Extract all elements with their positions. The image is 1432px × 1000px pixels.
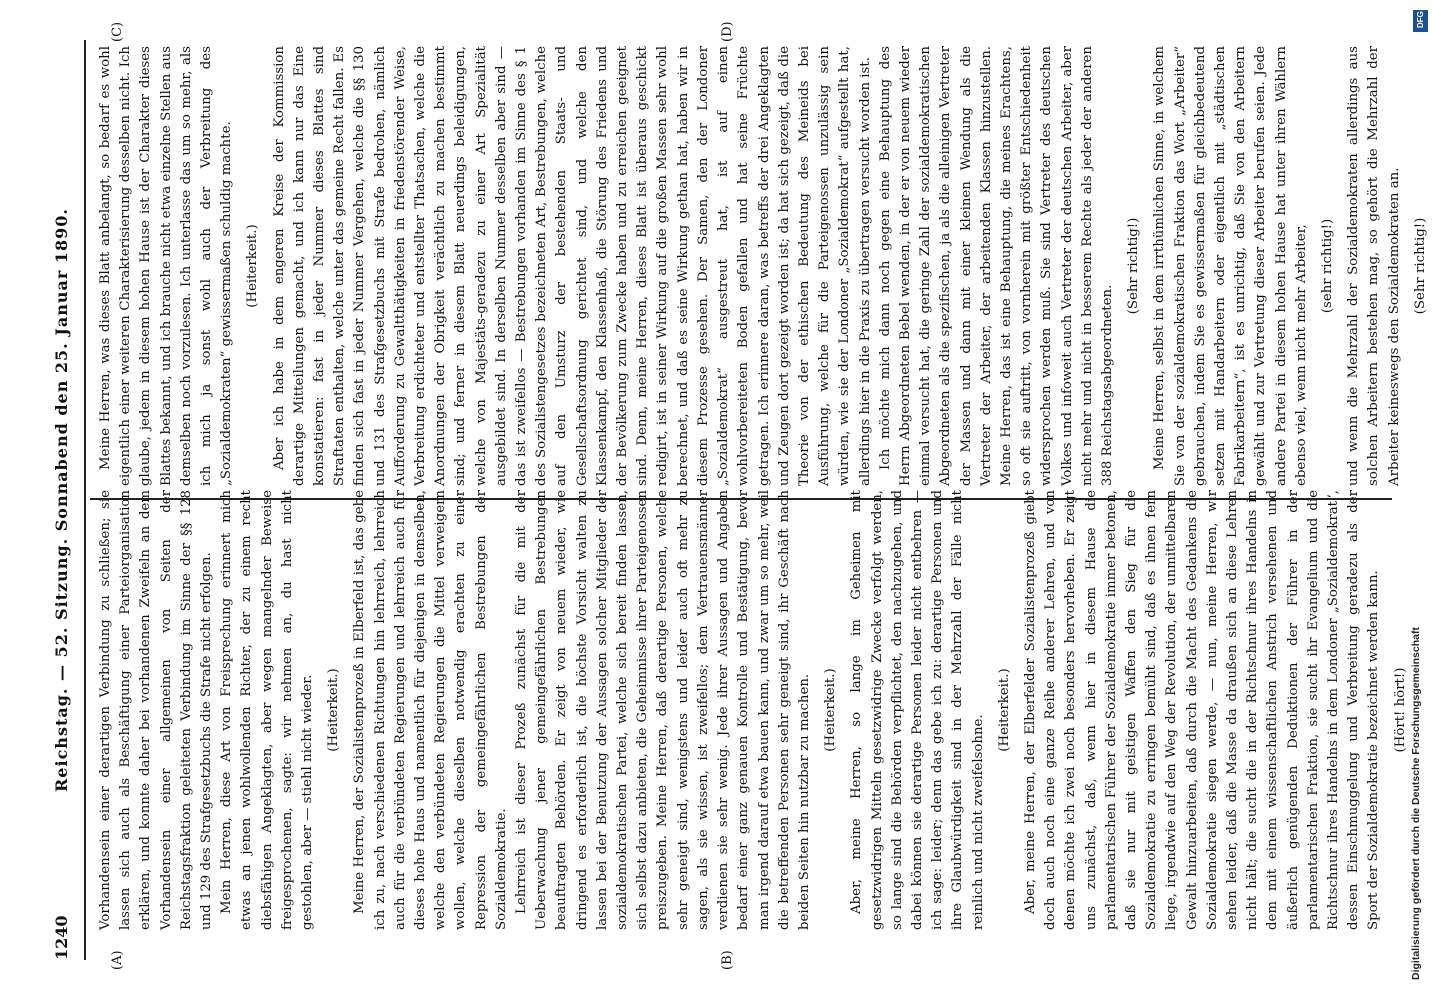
paragraph: und wenn die Mehrzahl der Sozialdemokraten allerdings aus solchen Arbeitern bestehen mag, so gehört die Mehrzahl der Arbeiter keineswegs den Sozialdemokraten an. — [1346, 46, 1402, 486]
left-column — [96, 490, 1408, 930]
interjection: (Sehr richtig!) — [1126, 217, 1142, 315]
digitization-credit-text: Digitalisierung gefördert durch die Deutsche Forschungsgemeinschaft — [1410, 627, 1422, 980]
margin-marker-a: (A) — [110, 950, 125, 970]
right-column — [96, 46, 1428, 486]
column-divider — [90, 498, 1392, 500]
margin-marker-d: (D) — [720, 21, 735, 42]
interjection: (Hört! hört!) — [1392, 667, 1408, 753]
page-header — [52, 40, 78, 960]
paragraph: Meine Herren, was dieses Blatt anbelangt, so bedarf es wohl eigentlich einer weiteren Charakterisierung desselben nicht. Ich glaube, jedem in diesem hohen Hause ist der Charakter dieses Blattes bekannt, und ich brauche nicht etwa einzelne Stellen aus demselben noch vorzulesen. Ich unterlasse das um so mehr, als ich mich ja sonst wohl auch der Verbreitung des „Sozialdemokraten“ gewissermaßen schuldig machte. — [98, 46, 235, 486]
page-number: 1240 — [52, 915, 71, 960]
interjection: (Heiterkeit.) — [823, 668, 839, 752]
paragraph: Aber ich habe in dem engeren Kreise der Kommission derartige Mitteilungen gemacht, und ich kann nur das Eine konstatieren: fast in jeder Nummer dieses Blattes sind Straftaten enthalten, welche unter das gemeine Recht fallen. Es finden sich fast in jeder Nummer Vergehen, welche die §§ 130 und 131 des Strafgesetzbuchs mit Strafe bedrohen, nämlich Aufforderung zu Gewaltthätigkeiten in friedenstörender Weise, Verbreitung erdichteter und entstellter Thatsachen, welche die Anordnungen der Obrigkeit verächtlich zu machen bestimmt sind; und ferner in diesem Blatt neuerdings beleidigungen, welche von Majestäts-geradezu zu einer Art Spezialität ausgebildet sind. In derselben Nummer desselben aber sind — das ist zweifellos — Bestrebungen vorhanden im Sinne des § 1 des Sozialistengesetzes bezeichneten Art, Bestrebungen, welche auf den Umsturz der bestehenden Staats- und Gesellschaftsordnung gerichtet sind, und welche den Klassenkampf, den Klassenhaß, die Störung des Friedens und der Bevölkerung zum Zwecke haben und zu erreichen geeignet sind. Denn, meine Herren, dieses Blatt ist überaus geschickt redigirt, ist in seiner Wirkung auf die großen Massen sehr wohl berechnet, und daß es seine Wirkung gethan hat, haben wir in diesem Prozesse gesehen. Der Samen, den der Londoner „Sozialdemokrat“ ausgestreut hat, ist auf einen wohlvorbereiteten Boden gefallen und hat seine Früchte getragen. Ich erinnere daran, was betreffs der drei Angeklagten und Zeugen dort gezeigt worden ist; da hat sich gezeigt, daß die Theorie von der ethischen Bedeutung des Meineids bei Ausführung, welche für die Parteigenossen unzulässig sein würden, wie sie der Londoner „Sozialdemokrat“ aufgestellt hat, allerdings hier in die Praxis zu übertragen versucht worden ist. — [271, 46, 873, 486]
paragraph: Aber, meine Herren, der Elberfelder Sozialistenprozeß giebt doch auch noch eine ganze Reihe anderer Lehren, und von denen möchte ich zwei noch besonders hervorheben. Er zeigt uns zunächst, daß, wenn hier in diesem Hause die parlamentarischen Führer der Sozialdemokratie immer betonen, daß sie nur mit geistigen Waffen den Sieg für die Sozialdemokratie zu erringen bemüht sind, daß es ihnen fern liege, irgendwie auf den Weg der Revolution, der unmittelbaren Gewalt hinzuarbeiten, daß durch die Macht des Gedankens die Sozialdemokratie siegen werde, — nun, meine Herren, wir sehen leider, daß die Masse da draußen sich an diese Lehren nicht hält; die sucht die in der Richtschnur ihres Handelns in dem mit einem wissenschaftlichen Anstrich versehenen und äußerlich genügenden Deduktionen der Führer in der parlamentarischen Fraktion, sie sucht ihr Evangelium und die Richtschnur ihres Handelns in dem Londoner „Sozialdemokrat“, dessen Einschmuggelung und Verbreitung geradezu als der Sport der Sozialdemokratie bezeichnet werden kann. — [1022, 490, 1382, 930]
paragraph: Meine Herren, selbst in dem irrthümlichen Sinne, in welchem Sie von der sozialdemokratischen Fraktion das Wort „Arbeiter“ gebrauchen, indem Sie es gewissermaßen für gleichbedeutend setzen mit Handarbeitern oder eigentlich mit „städtischen Fabrikarbeitern“, ist es unrichtig, daß Sie von den Arbeitern gewählt und zur Vertretung dieser Arbeiter berufen seien. Jede andere Partei in diesem hohen Hause hat unter ihren Wählern ebenso viel, wenn nicht mehr Arbeiter, — [1152, 46, 1309, 486]
dfg-logo-text: DFG — [1416, 11, 1425, 28]
interjection: (sehr richtig!) — [1319, 218, 1335, 314]
interjection: (Heiterkeit.) — [326, 668, 342, 752]
margin-marker-c: (C) — [110, 21, 125, 42]
paragraph: Mein Herren, diese Art von Freisprechung erinnert mich etwas an jenen wohlwollenden Richter, der zu einem recht diebsfähigen Angeklagten, aber wegen mangelnder Beweise freigesprochenen, sagte: wir nehmen an, du hast nicht gestohlen, aber — stiehl nicht wieder. — [219, 490, 316, 930]
margin-marker-b: (B) — [720, 950, 735, 970]
paragraph: Meine Herren, der Sozialistenprozeß in Elberfeld ist, das gebe ich zu, nach verschiedenen Richtungen hin lehrreich, lehrreich auch für die verbündeten Regierungen und lehrreich auch für dieses hohe Haus und namentlich für diejenigen in demselben, welche den verbündeten Regierungen die Mittel verweigern wollen, welche dieselben notwendig erachten zu einer Repression der gemeingefährlichen Bestrebungen der Sozialdemokratie. — [352, 490, 509, 930]
page-title: Reichstag. — 52. Sitzung. Sonnabend den 25. Januar 1890. — [52, 208, 71, 792]
interjection: (Sehr richtig!) — [1412, 217, 1428, 315]
paragraph: Aber, meine Herren, so lange im Geheimen mit gesetzwidrigen Mitteln gesetzwidrige Zwecke verfolgt werden, so lange sind die Behörden verpflichtet, den nachzugehen, und dabei können sie derartige Personen leider nicht entbehren — ich sage: leider; denn das gebe ich zu: derartige Personen und ihre Glaubwürdigkeit sind in der Mehrzahl der Fälle nicht reinlich und nicht zweifelsohne. — [849, 490, 986, 930]
digitization-credit — [1410, 20, 1426, 980]
paragraph: Lehrreich ist dieser Prozeß zunächst für die mit der Ueberwachung jener gemeingefährlichen Bestrebungen beauftragten Behörden. Er zeigt von neuem wieder, wie dringend es erforderlich ist, die höchste Vorsicht walten zu lassen bei der Benutzung der Aussagen solcher Mitglieder der sozialdemokratischen Partei, welche sich bereit finden lassen, sich selbst dazu anbieten, die Geheimnisse ihrer Parteigenossen preiszugeben. Meine Herren, daß derartige Personen, welche sehr geneigt sind, wenigstens und leider auch oft mehr zu sagen, als sie wissen, ist zweifellos; dem Vertrauensmänner verdienen sie sehr wenig. Jede ihrer Aussagen und Angaben bedarf einer ganz genauen Kontrolle und Bestätigung, bevor man irgend darauf etwa bauen kann, und zwar um so mehr, weil die betreffenden Personen sehr geneigt sind, ihr Geschäft nach beiden Seiten hin nutzbar zu machen. — [514, 490, 812, 930]
paragraph: Vorhandensein einer derartigen Verbindung zu schließen; sie lassen sich auch als Beschäftigung einer Parteiorganisation erklären, und konnte daher bei vorhandenen Zweifeln an dem Vorhandensein einer allgemeinen von Seiten der Reichstagsfraktion geleiteten Verbindung im Sinne der §§ 128 und 129 des Strafgesetzbuchs die Strafe nicht erfolgen. — [98, 490, 215, 930]
interjection: (Heiterkeit.) — [245, 224, 261, 308]
header-rule — [84, 40, 86, 960]
paragraph: Ich möchte mich dann noch gegen eine Behauptung des Herrn Abgeordneten Bebel wenden, in der er von neuem wieder einmal versucht hat, die geringe Zahl der sozialdemokratischen Abgeordneten als die spezifischen, ja als die alleinigen Vertreter der Massen und dann mit einer kleinen Wendung als die Vertreter der Arbeiter, der arbeitenden Klassen hinzustellen. Meine Herren, das ist eine Behauptung, die meines Erachtens, so oft sie auftritt, von vornherein mit größter Entschiedenheit widersprochen werden muß. Sie sind Vertreter des deutschen Volkes und infoweit auch Vertreter der deutschen Arbeiter, aber nicht mehr und nicht in besserem Rechte als jeder der anderen 388 Reichstagsabgeordneten. — [877, 46, 1115, 486]
interjection: (Heiterkeit.) — [996, 668, 1012, 752]
